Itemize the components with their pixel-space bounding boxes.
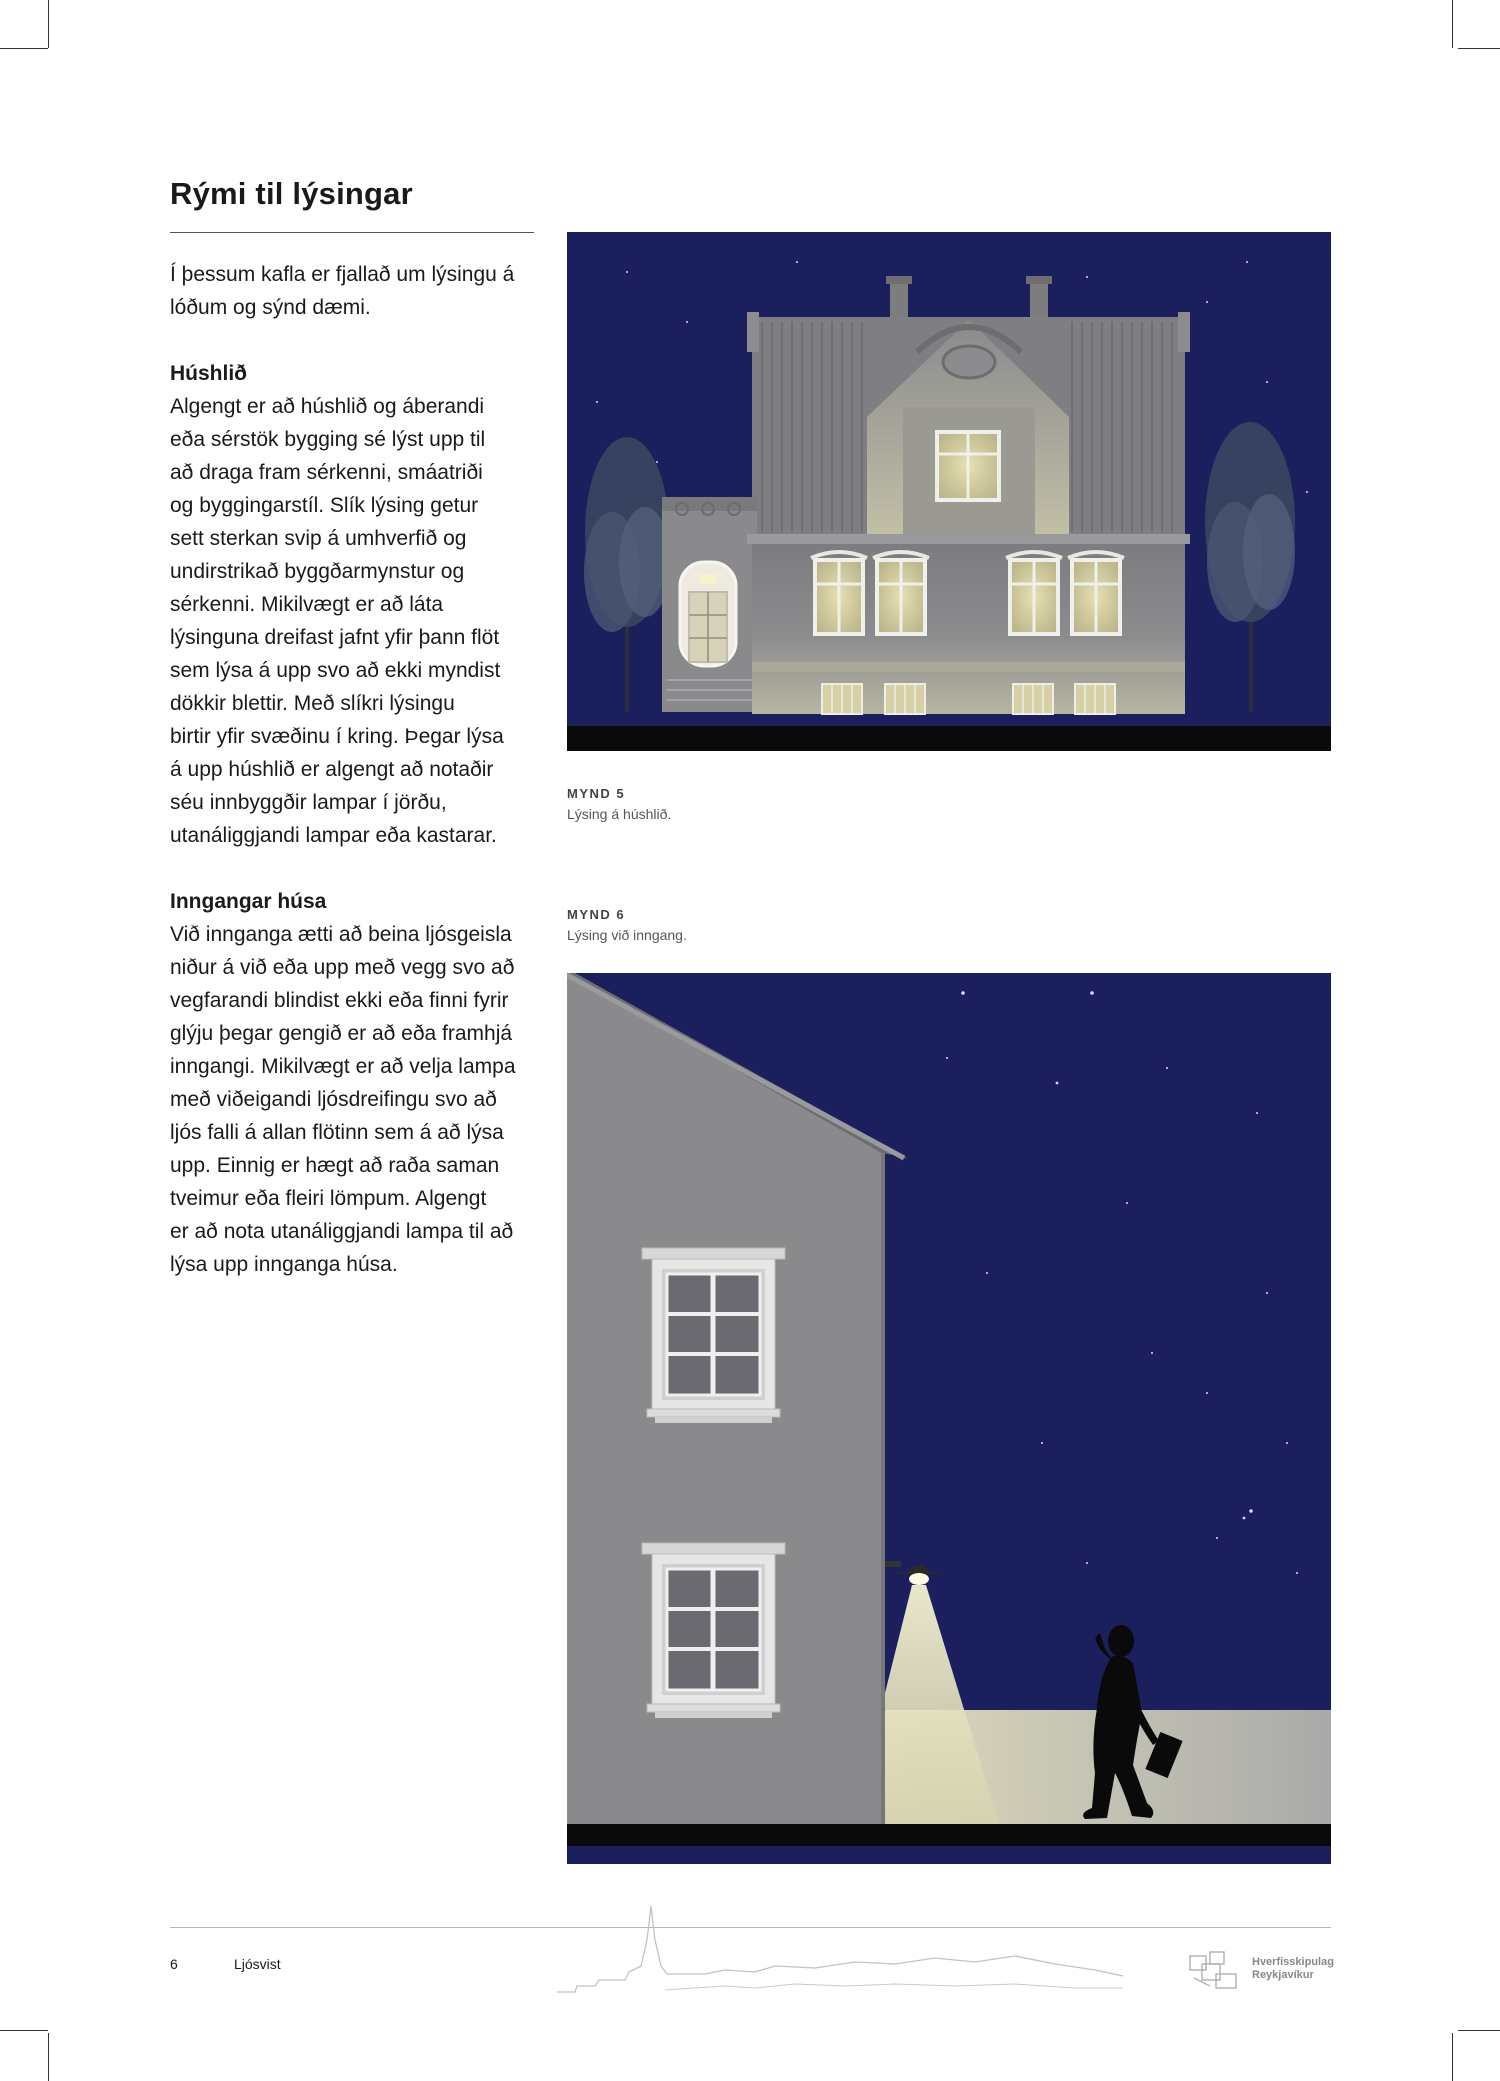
- text-line: tveimur eða fleiri lömpum. Algengt: [170, 1187, 487, 1210]
- crop-mark: [0, 2030, 48, 2031]
- publication-name: Ljósvist: [234, 1956, 281, 1972]
- logo-text: [1252, 1956, 1334, 1982]
- page-number: 6: [170, 1956, 178, 1972]
- crop-mark: [1458, 48, 1500, 49]
- text-line: með viðeigandi ljósdreifingu svo að: [170, 1088, 497, 1111]
- logo-line-2: Reykjavíkur: [1252, 1969, 1314, 1981]
- lower-window: [642, 1543, 785, 1718]
- page-title: Rými til lýsingar: [170, 176, 413, 211]
- text-line: er að nota utanáliggjandi lampa til að: [170, 1220, 514, 1243]
- crop-mark: [1452, 0, 1453, 48]
- text-line: utanáliggjandi lampar eða kastarar.: [170, 824, 497, 847]
- text-line: inngangi. Mikilvægt er að velja lampa: [170, 1055, 516, 1078]
- figure-caption-text: Lýsing á húshlið.: [567, 806, 672, 822]
- crop-mark: [48, 2033, 49, 2081]
- text-line: Við innganga ætti að beina ljósgeisla: [170, 923, 512, 946]
- chimney: [890, 280, 908, 320]
- text-line: niður á við eða upp með vegg svo að: [170, 956, 515, 979]
- text-line: eða sérstök bygging sé lýst upp til: [170, 428, 486, 451]
- figure-5-caption: [567, 783, 671, 825]
- figure-label: MYND 6: [567, 907, 626, 922]
- figure-label: MYND 5: [567, 786, 626, 801]
- figure-6-caption: [567, 904, 687, 946]
- crop-mark: [1458, 2030, 1500, 2031]
- crop-mark: [0, 48, 48, 49]
- figure-house-facade: [567, 232, 1331, 751]
- crop-mark: [48, 0, 49, 48]
- text-line: glýju þegar gengið er að eða framhjá: [170, 1022, 513, 1045]
- text-line: vegfarandi blindist ekki eða finni fyrir: [170, 989, 509, 1012]
- ground: [567, 1824, 1331, 1846]
- figure-entrance-light: [567, 973, 1331, 1864]
- crop-mark: [1452, 2033, 1453, 2081]
- text-line: upp. Einnig er hægt að raða saman: [170, 1154, 500, 1177]
- text-line: birtir yfir svæðinu í kring. Þegar lýsa: [170, 725, 504, 748]
- text-line: undirstrikað byggðarmynstur og: [170, 560, 465, 583]
- text-line: dökkir blettir. Með slíkri lýsingu: [170, 692, 455, 715]
- text-line: á upp húshlið er algengt að notaðir: [170, 758, 494, 781]
- title-divider: [170, 232, 534, 233]
- section-heading-hushlid: Húshlið: [170, 362, 247, 385]
- text-line: ljós falli á allan flötinn sem á að lýsa: [170, 1121, 504, 1144]
- chimney: [1030, 280, 1048, 320]
- text-line: lýsinguna dreifast jafnt yfir þann flöt: [170, 626, 500, 649]
- text-line: séu innbyggðir lampar í jörðu,: [170, 791, 447, 814]
- text-line: lýsa upp innganga húsa.: [170, 1253, 398, 1276]
- upper-window: [642, 1248, 785, 1423]
- text-line: að draga fram sérkenni, smáatriði: [170, 461, 483, 484]
- section-heading-inngangar: Inngangar húsa: [170, 890, 327, 913]
- intro-paragraph: Í þessum kafla er fjallað um lýsingu á lóðum og sýnd dæmi.: [170, 263, 515, 319]
- skyline-illustration: [555, 1900, 1135, 2000]
- text-line: sérkenni. Mikilvægt er að láta: [170, 593, 444, 616]
- text-line: sett sterkan svip á umhverfið og: [170, 527, 467, 550]
- body-text: [170, 258, 540, 1281]
- logo-line-1: Hverfisskipulag: [1252, 1956, 1334, 1968]
- text-line: sem lýsa á upp svo að ekki myndist: [170, 659, 501, 682]
- text-line: og byggingarstíl. Slík lýsing getur: [170, 494, 479, 517]
- figure-caption-text: Lýsing við inngang.: [567, 927, 687, 943]
- text-line: Algengt er að húshlið og áberandi: [170, 395, 485, 418]
- ground: [567, 726, 1331, 751]
